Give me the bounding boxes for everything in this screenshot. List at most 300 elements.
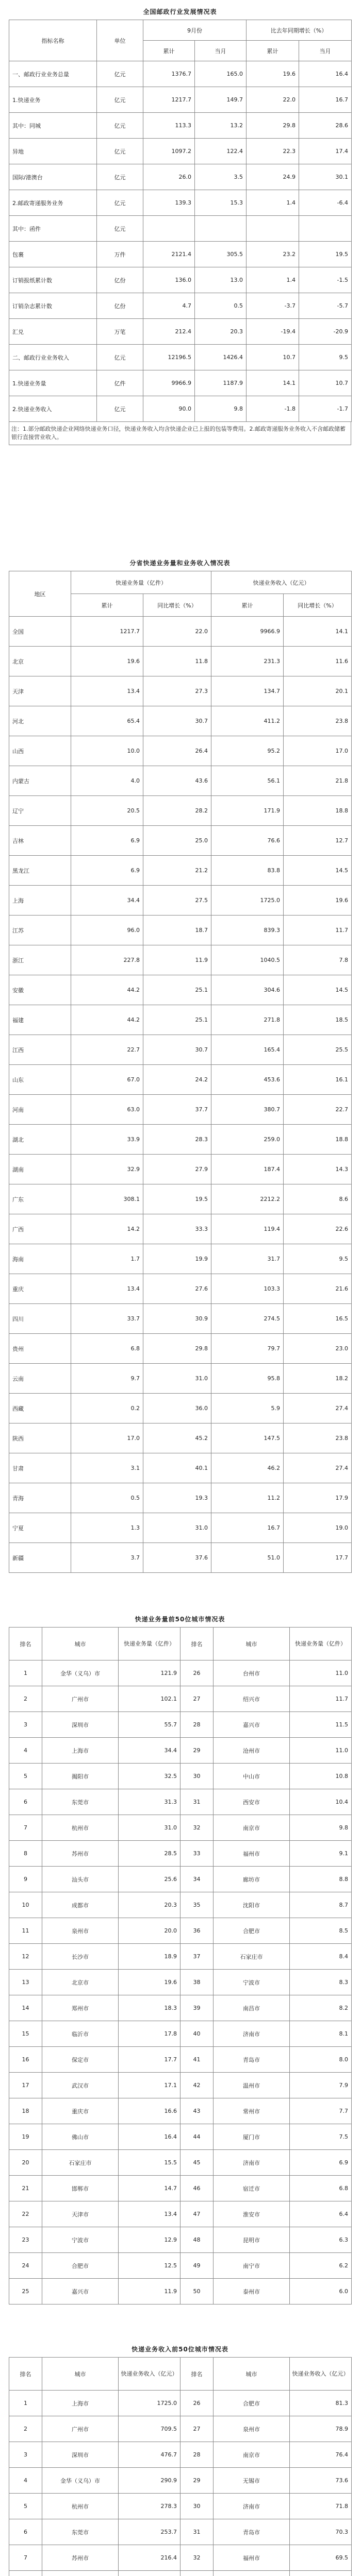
cumulative-change: -19.4 <box>247 319 299 345</box>
region-name: 广西 <box>9 1214 71 1244</box>
region-name: 新疆 <box>9 1543 71 1573</box>
indicator-name: 一、邮政行业业务总量 <box>9 61 97 87</box>
rank-cell: 29 <box>180 2468 214 2494</box>
city-cell: 武汉市 <box>42 2073 119 2098</box>
rank-cell: 32 <box>180 1815 214 1841</box>
volume-growth: 28.3 <box>143 1125 211 1155</box>
unit-cell: 亿元 <box>97 164 143 190</box>
cumulative-change: 10.7 <box>247 345 299 370</box>
cumulative-change: 24.9 <box>247 164 299 190</box>
city-cell: 保定市 <box>42 2047 119 2073</box>
table-row <box>9 1764 352 1789</box>
table-row <box>9 1660 352 1686</box>
region-name: 四川 <box>9 1304 71 1334</box>
table-row <box>9 1155 352 1184</box>
value-cell: 31.3 <box>119 1789 180 1815</box>
revenue-cumulative: 380.7 <box>211 1095 284 1125</box>
revenue-growth: 14.5 <box>284 856 352 886</box>
city-cell: 成都市 <box>42 1892 119 1918</box>
city-cell: 广州市 <box>42 2416 119 2442</box>
rank-cell: 34 <box>180 1867 214 1892</box>
table-row <box>9 1364 352 1394</box>
rank-cell: 36 <box>180 1918 214 1944</box>
volume-cumulative: 44.2 <box>71 975 143 1005</box>
city-cell: 上海市 <box>42 1738 119 1764</box>
volume-cumulative: 227.8 <box>71 945 143 975</box>
value-cell: 19.6 <box>119 1970 180 1995</box>
month-change: -6.4 <box>299 190 352 216</box>
city-cell: 金华（义乌）市 <box>42 2468 119 2494</box>
region-name: 山西 <box>9 736 71 766</box>
table-row <box>9 1035 352 1065</box>
cumulative-value <box>143 216 195 242</box>
table-row <box>9 1841 352 1867</box>
city-cell: 深圳市 <box>42 2442 119 2468</box>
volume-growth: 25.1 <box>143 975 211 1005</box>
region-name: 江西 <box>9 1035 71 1065</box>
revenue-cumulative: 839.3 <box>211 916 284 945</box>
revenue-growth: 23.0 <box>284 1334 352 1364</box>
volume-growth: 37.7 <box>143 1095 211 1125</box>
rank-cell: 12 <box>9 1944 42 1970</box>
city-cell: 泉州市 <box>42 1918 119 1944</box>
table-row <box>9 293 352 319</box>
month-change: 16.4 <box>299 61 352 87</box>
table-row <box>9 1918 352 1944</box>
city-cell: 北京市 <box>42 1970 119 1995</box>
table-row <box>9 1125 352 1155</box>
header-rank-2: 排名 <box>180 2358 214 2391</box>
revenue-cumulative: 453.6 <box>211 1065 284 1095</box>
value-cell: 12.5 <box>119 2253 180 2279</box>
month-value: 1426.4 <box>195 345 247 370</box>
table-row <box>9 916 352 945</box>
city-cell: 青岛市 <box>214 2047 290 2073</box>
header-cumulative-change: 累计 <box>247 41 299 61</box>
volume-growth: 40.1 <box>143 1453 211 1483</box>
volume-cumulative: 6.9 <box>71 826 143 856</box>
header-revenue: 快递业务收入（亿元） <box>211 571 352 594</box>
rank-cell: 48 <box>180 2227 214 2253</box>
region-name: 贵州 <box>9 1334 71 1364</box>
table-row <box>9 1815 352 1841</box>
region-name: 全国 <box>9 617 71 647</box>
city-cell: 嘉兴市 <box>42 2279 119 2304</box>
month-value: 305.5 <box>195 242 247 267</box>
table-row <box>9 2176 352 2201</box>
city-cell: 合肥市 <box>214 2391 290 2416</box>
unit-cell: 亿元 <box>97 139 143 164</box>
table-row <box>9 1274 352 1304</box>
table-row <box>9 1423 352 1453</box>
region-name: 天津 <box>9 676 71 706</box>
revenue-growth: 14.1 <box>284 617 352 647</box>
region-name: 宁夏 <box>9 1513 71 1543</box>
table-row <box>9 945 352 975</box>
rank-cell <box>180 2571 214 2576</box>
value-cell: 8.0 <box>290 2047 352 2073</box>
revenue-cumulative: 31.7 <box>211 1244 284 1274</box>
value-cell: 20.3 <box>119 1892 180 1918</box>
table-row <box>9 2571 352 2576</box>
volume50-section <box>9 1612 351 2304</box>
revenue-growth: 23.8 <box>284 1423 352 1453</box>
value-cell: 18.9 <box>119 1944 180 1970</box>
rank-cell: 16 <box>9 2047 42 2073</box>
revenue50-title: 快递业务收入前50位城市情况表 <box>132 2346 228 2353</box>
value-cell <box>119 2571 180 2576</box>
city-cell: 临沂市 <box>42 2021 119 2047</box>
value-cell: 10.4 <box>290 1789 352 1815</box>
table-row <box>9 1184 352 1214</box>
revenue-growth: 16.1 <box>284 1065 352 1095</box>
rank-cell: 22 <box>9 2201 42 2227</box>
volume-cumulative: 308.1 <box>71 1184 143 1214</box>
volume-growth: 30.7 <box>143 706 211 736</box>
rank-cell: 35 <box>180 1892 214 1918</box>
revenue-growth: 11.7 <box>284 916 352 945</box>
volume-growth: 43.6 <box>143 766 211 796</box>
header-cumulative: 累计 <box>143 41 195 61</box>
revenue-cumulative: 11.2 <box>211 1483 284 1513</box>
city-cell: 苏州市 <box>42 2545 119 2571</box>
volume-growth: 11.8 <box>143 647 211 676</box>
city-cell: 郑州市 <box>42 1995 119 2021</box>
rank-cell: 37 <box>180 1944 214 1970</box>
volume-cumulative: 4.0 <box>71 766 143 796</box>
value-cell: 17.7 <box>119 2047 180 2073</box>
rank-cell <box>9 2571 42 2576</box>
city-cell: 沈阳市 <box>214 1892 290 1918</box>
indicator-name: 1.快递业务量 <box>9 370 97 396</box>
value-cell: 17.1 <box>119 2073 180 2098</box>
value-cell: 8.3 <box>290 1970 352 1995</box>
city-cell: 南宁市 <box>214 2253 290 2279</box>
revenue-growth: 18.2 <box>284 1364 352 1394</box>
value-cell: 7.5 <box>290 2124 352 2150</box>
rank-cell: 21 <box>9 2176 42 2201</box>
rank-cell: 6 <box>9 1789 42 1815</box>
value-cell: 16.4 <box>119 2124 180 2150</box>
volume-cumulative: 13.4 <box>71 1274 143 1304</box>
value-cell: 76.4 <box>290 2442 352 2468</box>
city-cell: 济南市 <box>214 2021 290 2047</box>
header-month-value: 当月 <box>195 41 247 61</box>
rank-cell: 50 <box>180 2279 214 2304</box>
city-cell: 石家庄市 <box>42 2150 119 2176</box>
indicator-name: 2.快递业务收入 <box>9 396 97 422</box>
revenue-growth: 20.1 <box>284 676 352 706</box>
city-cell: 东莞市 <box>42 1789 119 1815</box>
header-city-2: 城市 <box>214 2358 290 2391</box>
revenue-cumulative: 95.8 <box>211 1364 284 1394</box>
volume50-title: 快递业务量前50位城市情况表 <box>135 1616 225 1623</box>
table-row <box>9 370 352 396</box>
revenue-cumulative: 83.8 <box>211 856 284 886</box>
header-revenue: 快递业务收入（亿元） <box>119 2358 180 2391</box>
month-change: 17.4 <box>299 139 352 164</box>
rank-cell: 27 <box>180 2416 214 2442</box>
cumulative-value: 113.3 <box>143 113 195 139</box>
city-cell: 温州市 <box>214 2073 290 2098</box>
header-change: 比去年同期增长（%） <box>247 20 352 41</box>
table-row <box>9 2416 352 2442</box>
city-cell: 金华（义乌）市 <box>42 1660 119 1686</box>
region-name: 湖北 <box>9 1125 71 1155</box>
rank-cell: 17 <box>9 2073 42 2098</box>
value-cell: 102.1 <box>119 1686 180 1712</box>
table-row <box>9 1483 352 1513</box>
rank-cell: 2 <box>9 1686 42 1712</box>
table-row <box>9 2442 352 2468</box>
rank-cell: 15 <box>9 2021 42 2047</box>
rank-cell: 38 <box>180 1970 214 1995</box>
value-cell: 9.8 <box>290 1815 352 1841</box>
city-cell: 西安市 <box>214 1789 290 1815</box>
rank-cell: 1 <box>9 1660 42 1686</box>
cumulative-value: 2121.4 <box>143 242 195 267</box>
revenue-growth: 16.5 <box>284 1304 352 1334</box>
city-cell <box>214 2571 290 2576</box>
cumulative-value: 1097.2 <box>143 139 195 164</box>
revenue-growth: 9.5 <box>284 1244 352 1274</box>
table-row <box>9 617 352 647</box>
unit-cell: 亿元 <box>97 113 143 139</box>
rank-cell: 13 <box>9 1970 42 1995</box>
revenue-growth: 21.6 <box>284 1274 352 1304</box>
table-row <box>9 2021 352 2047</box>
region-name: 甘肃 <box>9 1453 71 1483</box>
region-name: 重庆 <box>9 1274 71 1304</box>
value-cell: 216.4 <box>119 2545 180 2571</box>
city-cell: 天津市 <box>42 2201 119 2227</box>
volume-cumulative: 1.7 <box>71 1244 143 1274</box>
table-row <box>9 1214 352 1244</box>
revenue-growth: 11.6 <box>284 647 352 676</box>
month-value: 20.3 <box>195 319 247 345</box>
header-unit: 单位 <box>97 20 143 61</box>
table-row <box>9 2468 352 2494</box>
value-cell: 11.0 <box>290 1738 352 1764</box>
volume-growth: 30.9 <box>143 1304 211 1334</box>
month-value: 165.0 <box>195 61 247 87</box>
city-cell: 沧州市 <box>214 1738 290 1764</box>
cumulative-change: 19.6 <box>247 61 299 87</box>
header-revenue-cumulative: 累计 <box>211 594 284 617</box>
table-row <box>9 2073 352 2098</box>
rank-cell: 29 <box>180 1738 214 1764</box>
rank-cell: 9 <box>9 1867 42 1892</box>
month-change: -1.7 <box>299 396 352 422</box>
table-row <box>9 242 352 267</box>
header-volume: 快递业务量（亿件） <box>71 571 211 594</box>
region-name: 广东 <box>9 1184 71 1214</box>
volume-cumulative: 1.3 <box>71 1513 143 1543</box>
revenue-cumulative: 1040.5 <box>211 945 284 975</box>
value-cell: 12.9 <box>119 2227 180 2253</box>
cumulative-change <box>247 216 299 242</box>
cumulative-value: 9966.9 <box>143 370 195 396</box>
rank-cell: 5 <box>9 2494 42 2519</box>
table-row <box>9 1005 352 1035</box>
rank-cell: 10 <box>9 1892 42 1918</box>
city-cell: 常州市 <box>214 2098 290 2124</box>
value-cell: 7.7 <box>290 2098 352 2124</box>
rank-cell: 30 <box>180 2494 214 2519</box>
table-row <box>9 1513 352 1543</box>
rank-cell: 8 <box>9 1841 42 1867</box>
volume-growth: 25.1 <box>143 1005 211 1035</box>
rank-cell: 40 <box>180 2021 214 2047</box>
rank-cell: 2 <box>9 2416 42 2442</box>
value-cell: 290.9 <box>119 2468 180 2494</box>
rank-cell: 41 <box>180 2047 214 2073</box>
city-cell: 无锡市 <box>214 2468 290 2494</box>
city-cell: 青岛市 <box>214 2519 290 2545</box>
table-row <box>9 2494 352 2519</box>
city-cell: 石家庄市 <box>214 1944 290 1970</box>
table-row <box>9 345 352 370</box>
revenue-growth: 18.5 <box>284 1005 352 1035</box>
city-cell <box>42 2571 119 2576</box>
indicator-name: 订销杂志累计数 <box>9 293 97 319</box>
city-cell: 上海市 <box>42 2391 119 2416</box>
month-change: 16.7 <box>299 87 352 113</box>
indicator-name: 1.快递业务 <box>9 87 97 113</box>
city-cell: 昆明市 <box>214 2227 290 2253</box>
revenue50-section <box>9 2342 351 2576</box>
rank-cell: 3 <box>9 2442 42 2468</box>
national-title: 全国邮政行业发展情况表 <box>143 8 217 15</box>
month-change: -5.7 <box>299 293 352 319</box>
cumulative-change: -1.8 <box>247 396 299 422</box>
value-cell: 25.6 <box>119 1867 180 1892</box>
indicator-name: 异地 <box>9 139 97 164</box>
header-rank-2: 排名 <box>180 1628 214 1660</box>
volume-cumulative: 3.7 <box>71 1543 143 1573</box>
revenue-growth: 27.4 <box>284 1394 352 1423</box>
revenue-cumulative: 165.4 <box>211 1035 284 1065</box>
city-cell: 杭州市 <box>42 2494 119 2519</box>
value-cell: 8.2 <box>290 1995 352 2021</box>
header-rank: 排名 <box>9 1628 42 1660</box>
region-name: 辽宁 <box>9 796 71 826</box>
value-cell: 34.4 <box>119 1738 180 1764</box>
volume-growth: 31.0 <box>143 1364 211 1394</box>
volume-cumulative: 6.8 <box>71 1334 143 1364</box>
table-row <box>9 1543 352 1573</box>
rank-cell: 30 <box>180 1764 214 1789</box>
revenue-cumulative: 46.2 <box>211 1453 284 1483</box>
region-name: 福建 <box>9 1005 71 1035</box>
header-city: 城市 <box>42 1628 119 1660</box>
unit-cell: 亿件 <box>97 370 143 396</box>
revenue-cumulative: 231.3 <box>211 647 284 676</box>
cumulative-value: 1217.7 <box>143 87 195 113</box>
table-row <box>9 1995 352 2021</box>
header-indicator: 指标名称 <box>9 20 97 61</box>
month-change <box>299 216 352 242</box>
value-cell: 69.5 <box>290 2545 352 2571</box>
volume-cumulative: 14.2 <box>71 1214 143 1244</box>
volume-growth: 19.5 <box>143 1184 211 1214</box>
cumulative-value: 26.0 <box>143 164 195 190</box>
value-cell: 15.5 <box>119 2150 180 2176</box>
value-cell: 13.4 <box>119 2201 180 2227</box>
month-value: 13.2 <box>195 113 247 139</box>
value-cell: 18.3 <box>119 1995 180 2021</box>
value-cell: 70.3 <box>290 2519 352 2545</box>
region-name: 江苏 <box>9 916 71 945</box>
city-cell: 中山市 <box>214 1764 290 1789</box>
value-cell: 11.7 <box>290 1686 352 1712</box>
indicator-name: 汇兑 <box>9 319 97 345</box>
volume-growth: 36.0 <box>143 1394 211 1423</box>
table-row <box>9 396 352 422</box>
month-value <box>195 216 247 242</box>
indicator-name: 二、邮政行业业务收入 <box>9 345 97 370</box>
rank-cell: 43 <box>180 2098 214 2124</box>
volume-cumulative: 1217.7 <box>71 617 143 647</box>
value-cell: 8.7 <box>290 1892 352 1918</box>
volume-cumulative: 13.4 <box>71 676 143 706</box>
value-cell: 11.9 <box>119 2279 180 2304</box>
volume-growth: 26.4 <box>143 736 211 766</box>
value-cell: 253.7 <box>119 2519 180 2545</box>
cumulative-value: 1376.7 <box>143 61 195 87</box>
cumulative-change: 1.4 <box>247 190 299 216</box>
table-row <box>9 676 352 706</box>
city-cell: 广州市 <box>42 1686 119 1712</box>
region-name: 上海 <box>9 886 71 916</box>
value-cell: 6.0 <box>290 2279 352 2304</box>
revenue-cumulative: 9966.9 <box>211 617 284 647</box>
rank-cell: 5 <box>9 1764 42 1789</box>
table-row <box>9 1970 352 1995</box>
city-cell: 淮安市 <box>214 2201 290 2227</box>
national-note: 注：1.部分邮政快递企业网络快递业务口径，快递业务收入均含快递企业已上报的包装等费用。2.邮政寄递服务业务收入不含邮政储蓄银行直接营业收入。 <box>9 422 351 445</box>
cumulative-value: 4.7 <box>143 293 195 319</box>
value-cell: 278.3 <box>119 2494 180 2519</box>
city-cell: 重庆市 <box>42 2098 119 2124</box>
table-row <box>9 2098 352 2124</box>
volume-cumulative: 17.0 <box>71 1423 143 1453</box>
city-cell: 宁波市 <box>214 1970 290 1995</box>
month-change: 19.5 <box>299 242 352 267</box>
unit-cell: 亿元 <box>97 190 143 216</box>
volume-cumulative: 20.5 <box>71 796 143 826</box>
table-row <box>9 2519 352 2545</box>
volume-growth: 30.7 <box>143 1035 211 1065</box>
volume-cumulative: 22.7 <box>71 1035 143 1065</box>
revenue-growth: 14.3 <box>284 1155 352 1184</box>
table-row <box>9 1095 352 1125</box>
header-revenue-growth: 同比增长（%） <box>284 594 352 617</box>
cumulative-value: 212.4 <box>143 319 195 345</box>
table-row <box>9 1789 352 1815</box>
region-name: 北京 <box>9 647 71 676</box>
table-row <box>9 706 352 736</box>
value-cell: 28.5 <box>119 1841 180 1867</box>
rank-cell: 44 <box>180 2124 214 2150</box>
volume-cumulative: 19.6 <box>71 647 143 676</box>
rank-cell: 31 <box>180 1789 214 1815</box>
table-row <box>9 2047 352 2073</box>
cumulative-value: 90.0 <box>143 396 195 422</box>
table-row <box>9 1892 352 1918</box>
unit-cell: 亿元 <box>97 87 143 113</box>
revenue-cumulative: 103.3 <box>211 1274 284 1304</box>
